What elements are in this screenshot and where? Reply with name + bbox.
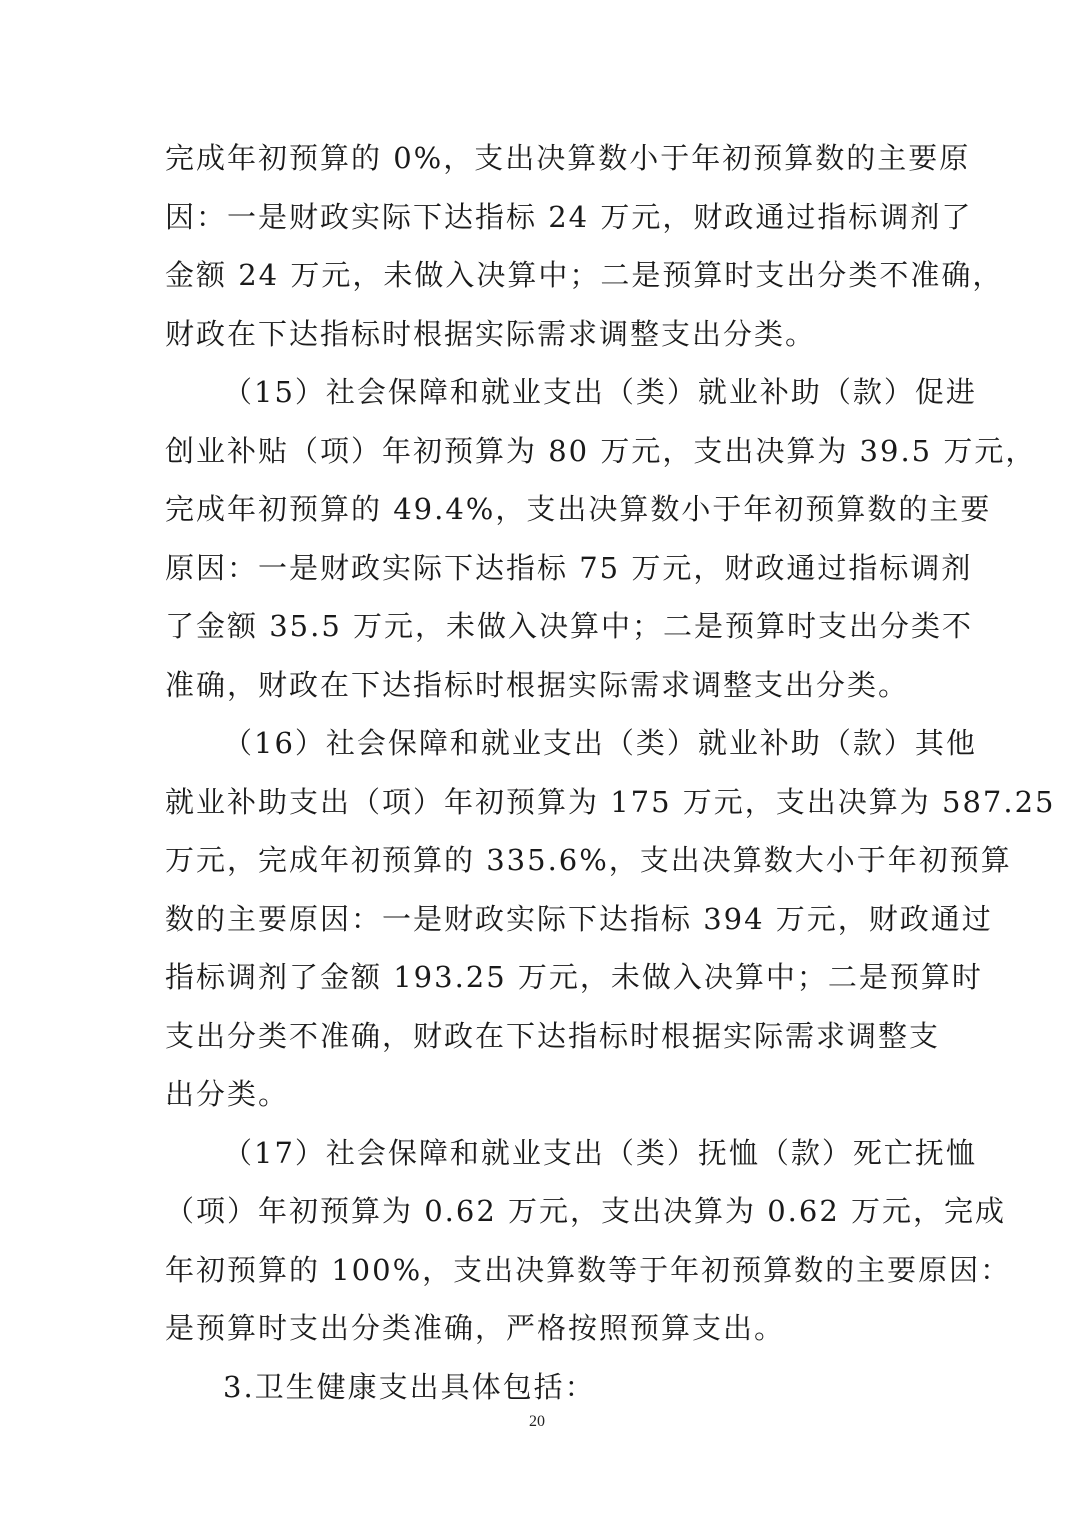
text-line: 原因：一是财政实际下达指标 75 万元，财政通过指标调剂: [165, 550, 973, 585]
text-line-item-15: （15）社会保障和就业支出（类）就业补助（款）促进: [223, 375, 977, 409]
text-line: 完成年初预算的 49.4%，支出决算数小于年初预算数的主要: [165, 492, 992, 526]
text-line: 就业补助支出（项）年初预算为 175 万元，支出决算为 587.25: [165, 784, 1056, 819]
text-line: 出分类。: [165, 1077, 290, 1111]
text-line-item-16: （16）社会保障和就业支出（类）就业补助（款）其他: [223, 726, 977, 760]
text-line: 了金额 35.5 万元，未做入决算中；二是预算时支出分类不: [165, 609, 974, 643]
text-line: 万元，完成年初预算的 335.6%，支出决算数大小于年初预算: [165, 843, 1012, 877]
text-line-item-17: （17）社会保障和就业支出（类）抚恤（款）死亡抚恤: [223, 1135, 977, 1170]
section-heading: 3.卫生健康支出具体包括：: [223, 1369, 596, 1404]
text-line: （项）年初预算为 0.62 万元，支出决算为 0.62 万元，完成: [165, 1194, 1007, 1228]
text-line: 因：一是财政实际下达指标 24 万元，财政通过指标调剂了: [165, 199, 973, 234]
text-line: 年初预算的 100%，支出决算数等于年初预算数的主要原因：: [165, 1252, 1012, 1287]
text-line: 数的主要原因：一是财政实际下达指标 394 万元，财政通过: [165, 901, 993, 936]
text-line: 支出分类不准确，财政在下达指标时根据实际需求调整支: [165, 1018, 941, 1053]
text-line: 完成年初预算的 0%，支出决算数小于年初预算数的主要原: [165, 141, 971, 175]
text-line: 创业补贴（项）年初预算为 80 万元，支出决算为 39.5 万元，: [165, 433, 1037, 468]
text-line: 准确，财政在下达指标时根据实际需求调整支出分类。: [165, 667, 910, 702]
body-text: [165, 129, 1056, 1416]
page-number: 20: [529, 1413, 545, 1430]
text-line: 财政在下达指标时根据实际需求调整支出分类。: [165, 316, 817, 351]
text-line: 指标调剂了金额 193.25 万元，未做入决算中；二是预算时: [165, 960, 983, 994]
text-line: 是预算时支出分类准确，严格按照预算支出。: [165, 1311, 786, 1345]
text-line: 金额 24 万元，未做入决算中；二是预算时支出分类不准确，: [165, 258, 1004, 292]
